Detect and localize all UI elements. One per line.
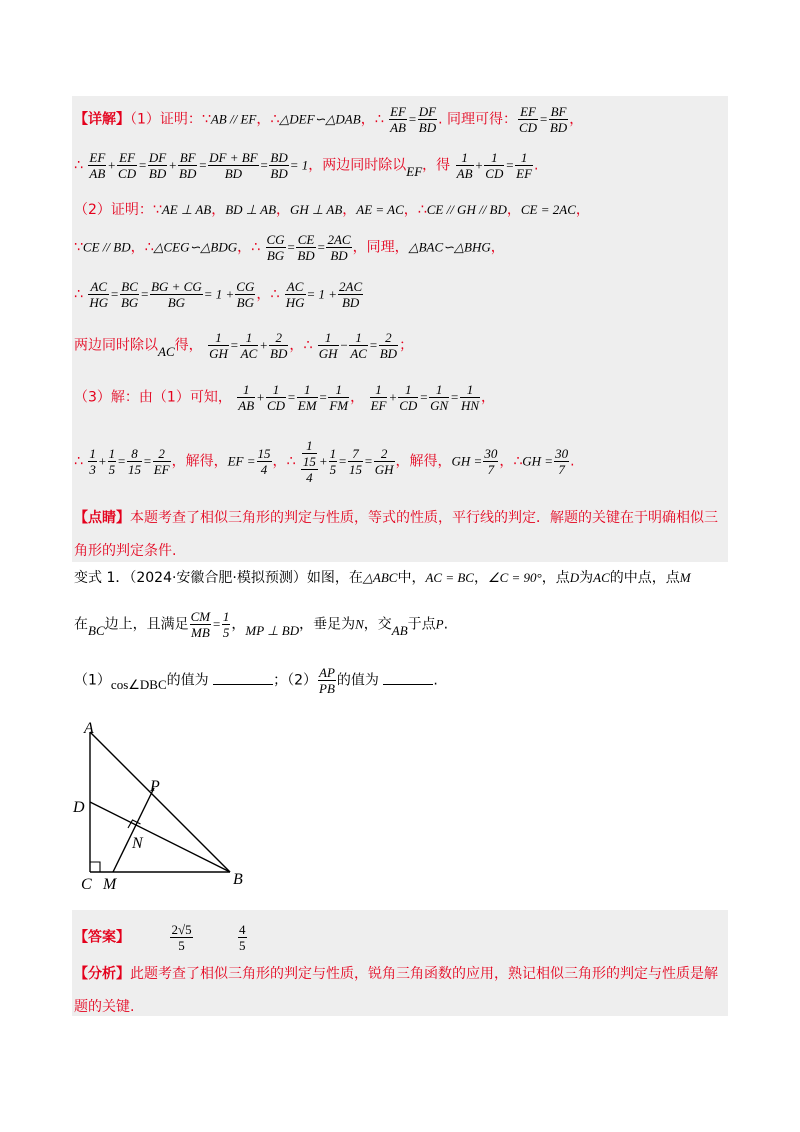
- math: D: [569, 570, 580, 585]
- detail-tag: 【详解】: [74, 111, 130, 128]
- part-2-label: （2）证明：: [74, 202, 153, 218]
- detail-line-6: 两边同时除以AC得， $\frac{1}{GH}$ = $\frac{1}{AC}$ + $\frac{2}{BD}$ ，∴ $\frac{1}{GH}$ − $\frac{1}{AC}$ = $\frac{2}{BD}$ ；: [74, 330, 414, 361]
- text: 两边同时除以: [74, 337, 158, 354]
- fraction: $\frac{DF + BF}{BD}$: [209, 150, 258, 181]
- sep: ，: [231, 616, 246, 633]
- sep: ，: [575, 202, 590, 218]
- math: = 1: [289, 157, 309, 173]
- fraction: $\frac{2}{BD}$: [270, 330, 288, 361]
- segment-bd: [90, 802, 230, 872]
- therefore-symbol: ∴: [74, 157, 83, 174]
- fraction: $\frac{2}{GH}$: [374, 446, 394, 477]
- fraction: $\frac{1}{CD}$: [485, 150, 504, 181]
- sep: ，: [289, 337, 304, 354]
- therefore-symbol: ∴: [270, 111, 280, 128]
- question-text: 的值为: [166, 672, 209, 689]
- fraction: $\frac{1}{AB}$: [238, 382, 255, 413]
- fraction: $\frac{BD}{BD}$: [270, 150, 288, 181]
- math: △CEG∽△BDG: [153, 239, 238, 255]
- comment-line-2: [74, 540, 176, 560]
- question-text: ，点: [541, 570, 570, 586]
- analysis-text: 此题考查了相似三角形的判定与性质，锐角三角函数的应用，熟记相似三角形的判定与性质是解: [130, 966, 718, 982]
- label-m: M: [103, 876, 117, 893]
- fraction: $\frac{1}{CD}$: [399, 382, 418, 413]
- analysis-line-2: [74, 996, 134, 1016]
- triangle-figure: [60, 712, 290, 902]
- part-1-label: （1）证明：: [130, 111, 202, 128]
- fraction: $\frac{8}{15}$: [127, 446, 141, 477]
- label-d: D: [73, 799, 85, 816]
- part-3-label: （3）解：由（1）可知，: [74, 389, 232, 406]
- label-c: C: [81, 876, 92, 893]
- detail-line-5: ∴ $\frac{AC}{HG}$ = $\frac{BC}{BG}$ = $\frac{BG + CG}{BG}$ = 1 + $\frac{CG}{BG}$ ，∴ $\frac{AC}{HG}$ = 1 + $\frac{2AC}{BD}$: [74, 279, 363, 310]
- fraction: $\frac{2}{BD}$: [379, 330, 398, 361]
- fraction: $\frac{1}{5}$: [108, 446, 116, 477]
- text: ，解得，: [395, 453, 452, 470]
- question-text: ，交: [363, 616, 392, 633]
- therefore-symbol: ∴: [144, 239, 154, 256]
- math: AE = AC: [356, 202, 404, 217]
- math: N: [355, 616, 364, 632]
- math: ∠C = 90°: [487, 570, 542, 585]
- therefore-symbol: ∴: [251, 239, 261, 256]
- fraction: $\frac{DF}{BD}$: [418, 104, 437, 135]
- math: BC: [88, 622, 105, 638]
- math: GH ⊥ AB: [290, 202, 343, 217]
- fraction: $\frac{BF}{BD}$: [549, 104, 568, 135]
- math: = 1 +: [306, 286, 338, 302]
- math: EF: [406, 163, 423, 179]
- fraction: $\frac{1}{GH}$: [318, 330, 338, 361]
- math: △DEF∽△DAB: [279, 111, 361, 127]
- fraction: $\frac{1}{GN}$: [430, 382, 449, 413]
- therefore-symbol: ∴: [270, 286, 280, 303]
- sep: ，: [342, 202, 357, 218]
- math: AC = BC: [425, 570, 474, 585]
- fraction: $\frac{BG + CG}{BG}$: [151, 279, 202, 310]
- fraction: $\frac{CG}{BG}$: [266, 232, 285, 263]
- equals: =: [539, 111, 548, 127]
- detail-line-2: ∴ $\frac{EF}{AB}$ + $\frac{EF}{CD}$ = $\frac{DF}{BD}$ + $\frac{BF}{BD}$ = $\frac{DF + BF}{BD}$ = $\frac{BD}{BD}$ = 1，两边同时除以EF，得 $\frac{1}{AB}$ + $\frac{1}{CD}$ = $\frac{1}{EF}$ .: [74, 150, 539, 181]
- question-text: （1）: [74, 672, 111, 689]
- fraction: $\frac{1}{GH}$: [209, 330, 228, 361]
- because-symbol: ∵: [152, 202, 162, 218]
- sep: ，: [473, 570, 488, 586]
- math: AE ⊥ AB: [161, 202, 212, 217]
- therefore-symbol: ∴: [74, 453, 83, 470]
- sep: .: [433, 672, 438, 689]
- fraction: $\frac{AC}{HG}$: [285, 279, 305, 310]
- fraction: $\frac{EF}{CD}$: [118, 150, 137, 181]
- sep: ，: [350, 389, 365, 406]
- fraction: $\frac{2AC}{BD}$: [327, 232, 351, 263]
- label-a: A: [84, 720, 94, 737]
- text: ，解得，: [171, 453, 228, 470]
- sep: ，: [499, 453, 514, 470]
- math: M: [679, 570, 691, 585]
- therefore-symbol: ∴: [286, 453, 296, 470]
- therefore-symbol: ∴: [303, 337, 313, 354]
- math: P: [435, 616, 444, 632]
- question-text: 中，: [397, 570, 426, 586]
- question-text: 变式 1．（2024·安徽合肥·模拟预测）如图，在: [74, 570, 363, 586]
- fraction: $\frac{DF}{BD}$: [148, 150, 167, 181]
- math: △BAC∽△BHG: [408, 239, 491, 255]
- sep: ，: [481, 389, 496, 406]
- question-text: ；（2）: [273, 672, 318, 689]
- sep: ，: [211, 202, 226, 218]
- question-text: 的中点，点: [609, 570, 680, 586]
- therefore-symbol: ∴: [417, 202, 427, 218]
- question-text: 的值为: [336, 672, 379, 689]
- sep: ；: [399, 337, 414, 354]
- analysis-line-1: [74, 963, 718, 983]
- fraction: $\frac{1}{5}$: [222, 609, 230, 640]
- fraction: $\frac{CG}{BG}$: [236, 279, 255, 310]
- detail-line-7: （3）解：由（1）可知， $\frac{1}{AB}$ + $\frac{1}{CD}$ = $\frac{1}{EM}$ = $\frac{1}{FM}$ ， $\frac{1}{EF}$ + $\frac{1}{CD}$ = $\frac{1}{GN}$ = $\frac{1}{HN}$ ，: [74, 382, 496, 413]
- answer-blank-2[interactable]: [383, 684, 433, 685]
- analysis-text: 题的关键.: [74, 999, 135, 1015]
- sep: ，: [490, 239, 505, 256]
- fraction: $\frac{1}{HN}$: [460, 382, 480, 413]
- sep: .: [443, 616, 449, 633]
- sep: .: [570, 453, 575, 470]
- fraction: $\frac{1}{AC}$: [240, 330, 258, 361]
- label-n: N: [132, 835, 143, 852]
- sep: ，: [256, 286, 271, 303]
- fraction: $\frac{CE}{BD}$: [297, 232, 315, 263]
- fraction: $\frac{1}{EM}$: [297, 382, 317, 413]
- math: MP ⊥ BD: [245, 622, 300, 638]
- question-line-3: [74, 665, 438, 696]
- therefore-symbol: ∴: [513, 453, 523, 470]
- sep: .: [534, 157, 539, 174]
- comment-line-1: [74, 507, 718, 527]
- answer-tag: 【答案】: [74, 929, 130, 946]
- sep: ，: [130, 239, 145, 256]
- fraction: $\frac{1}{AB}$: [456, 150, 473, 181]
- detail-line-3: [74, 199, 590, 219]
- math: CE = 2AC: [520, 202, 576, 217]
- because-symbol: ∵: [74, 239, 83, 256]
- sep: ，: [272, 453, 287, 470]
- equals: =: [407, 111, 417, 127]
- fraction: $\frac{1}{EF}$: [370, 382, 387, 413]
- fraction: $\frac{EF}{AB}$: [390, 104, 406, 135]
- math: EF =: [227, 453, 256, 469]
- math: AC: [593, 570, 610, 585]
- math: GH =: [522, 453, 554, 469]
- fraction: $\frac{BC}{BG}$: [120, 279, 139, 310]
- equals: =: [212, 616, 221, 632]
- fraction: $\frac{1}{CD}$: [266, 382, 286, 413]
- segment-mp: [113, 788, 154, 872]
- math: cos∠DBC: [110, 676, 167, 692]
- answer-1: $\frac{2√5}{5}$: [171, 922, 192, 953]
- fraction: $\frac{1}{5}$: [329, 446, 337, 477]
- fraction: $\frac{EF}{AB}$: [89, 150, 106, 181]
- question-text: 在: [74, 616, 88, 633]
- math: CE // GH // BD: [426, 202, 507, 217]
- detail-line-8: ∴ $\frac{1}{3}$ + $\frac{1}{5}$ = $\frac{8}{15}$ = $\frac{2}{EF}$ ，解得，EF = $\frac{15}{4}$ ，∴ $\frac{\frac{1}{15}}{4}$ + $\frac{1}{5}$ = $\frac{7}{15}$ = $\frac{2}{GH}$ ，解得，GH = $\frac{30}{7}$ ，∴GH = $\frac{30}{7}$ .: [74, 438, 575, 485]
- label-b: B: [233, 871, 243, 888]
- math: AB: [391, 622, 408, 638]
- comment-text: 本题考查了相似三角形的判定与性质，等式的性质，平行线的判定．解题的关键在于明确相似三: [130, 510, 718, 526]
- detail-line-4: ∵CE // BD，∴△CEG∽△BDG，∴ $\frac{CG}{BG}$ = $\frac{CE}{BD}$ = $\frac{2AC}{BD}$ ，同理，△BAC∽△BHG，: [74, 232, 505, 263]
- question-text: 为: [579, 570, 594, 586]
- answer-blank-1[interactable]: [213, 684, 273, 685]
- math: CE // BD: [82, 239, 131, 255]
- fraction: $\frac{1}{3}$: [89, 446, 96, 477]
- analysis-tag: 【分析】: [74, 966, 130, 982]
- sep: ，: [403, 202, 418, 218]
- answer-2: $\frac{4}{5}$: [239, 922, 246, 953]
- sep: ，: [506, 202, 521, 218]
- sep: ，: [569, 111, 584, 128]
- sep: ，: [276, 202, 291, 218]
- fraction: $\frac{CM}{MB}$: [190, 609, 211, 640]
- text: ，得: [422, 157, 451, 174]
- fraction: $\frac{AC}{HG}$: [89, 279, 109, 310]
- because-symbol: ∵: [201, 111, 211, 128]
- fraction: $\frac{BF}{BD}$: [179, 150, 197, 181]
- text: ，两边同时除以: [308, 157, 407, 174]
- question-text: ，垂足为: [299, 616, 356, 633]
- fraction: $\frac{30}{7}$: [484, 446, 498, 477]
- answer-line: [74, 922, 248, 953]
- fraction: $\frac{AP}{PB}$: [319, 665, 335, 696]
- sep: ，: [256, 111, 271, 128]
- side-ab: [90, 732, 230, 872]
- detail-line-1: [74, 104, 583, 135]
- question-line-1: [74, 567, 691, 587]
- question-text: 边上，且满足: [104, 616, 189, 633]
- text: 得，: [174, 337, 203, 354]
- label-p: P: [150, 778, 160, 795]
- comment-text: 角形的判定条件.: [74, 543, 177, 559]
- math: AB // EF: [210, 111, 257, 127]
- therefore-symbol: ∴: [74, 286, 83, 303]
- right-angle-mark-c: [90, 862, 100, 872]
- math: BD ⊥ AB: [225, 202, 277, 217]
- math: AC: [158, 343, 175, 359]
- fraction: $\frac{15}{4}$: [257, 446, 271, 477]
- compound-fraction: $\frac{\frac{1}{15}}{4}$: [302, 438, 316, 485]
- math: △ABC: [362, 570, 398, 585]
- sep: ，: [360, 111, 375, 128]
- fraction: $\frac{1}{FM}$: [329, 382, 349, 413]
- fraction: $\frac{EF}{CD}$: [519, 104, 538, 135]
- fraction: $\frac{1}{AC}$: [350, 330, 367, 361]
- fraction: $\frac{2AC}{BD}$: [339, 279, 363, 310]
- question-line-2: [74, 609, 448, 640]
- comment-tag: 【点睛】: [74, 510, 130, 526]
- math: GH =: [451, 453, 483, 469]
- math: = 1 +: [203, 286, 235, 302]
- sep: ，: [237, 239, 252, 256]
- text: ，同理，: [352, 239, 409, 256]
- therefore-symbol: ∴: [374, 111, 384, 128]
- fraction: $\frac{7}{15}$: [348, 446, 362, 477]
- fraction: $\frac{30}{7}$: [555, 446, 569, 477]
- question-text: 于点: [407, 616, 436, 633]
- fraction: $\frac{2}{EF}$: [153, 446, 170, 477]
- text: . 同理可得：: [438, 111, 517, 128]
- fraction: $\frac{1}{EF}$: [516, 150, 533, 181]
